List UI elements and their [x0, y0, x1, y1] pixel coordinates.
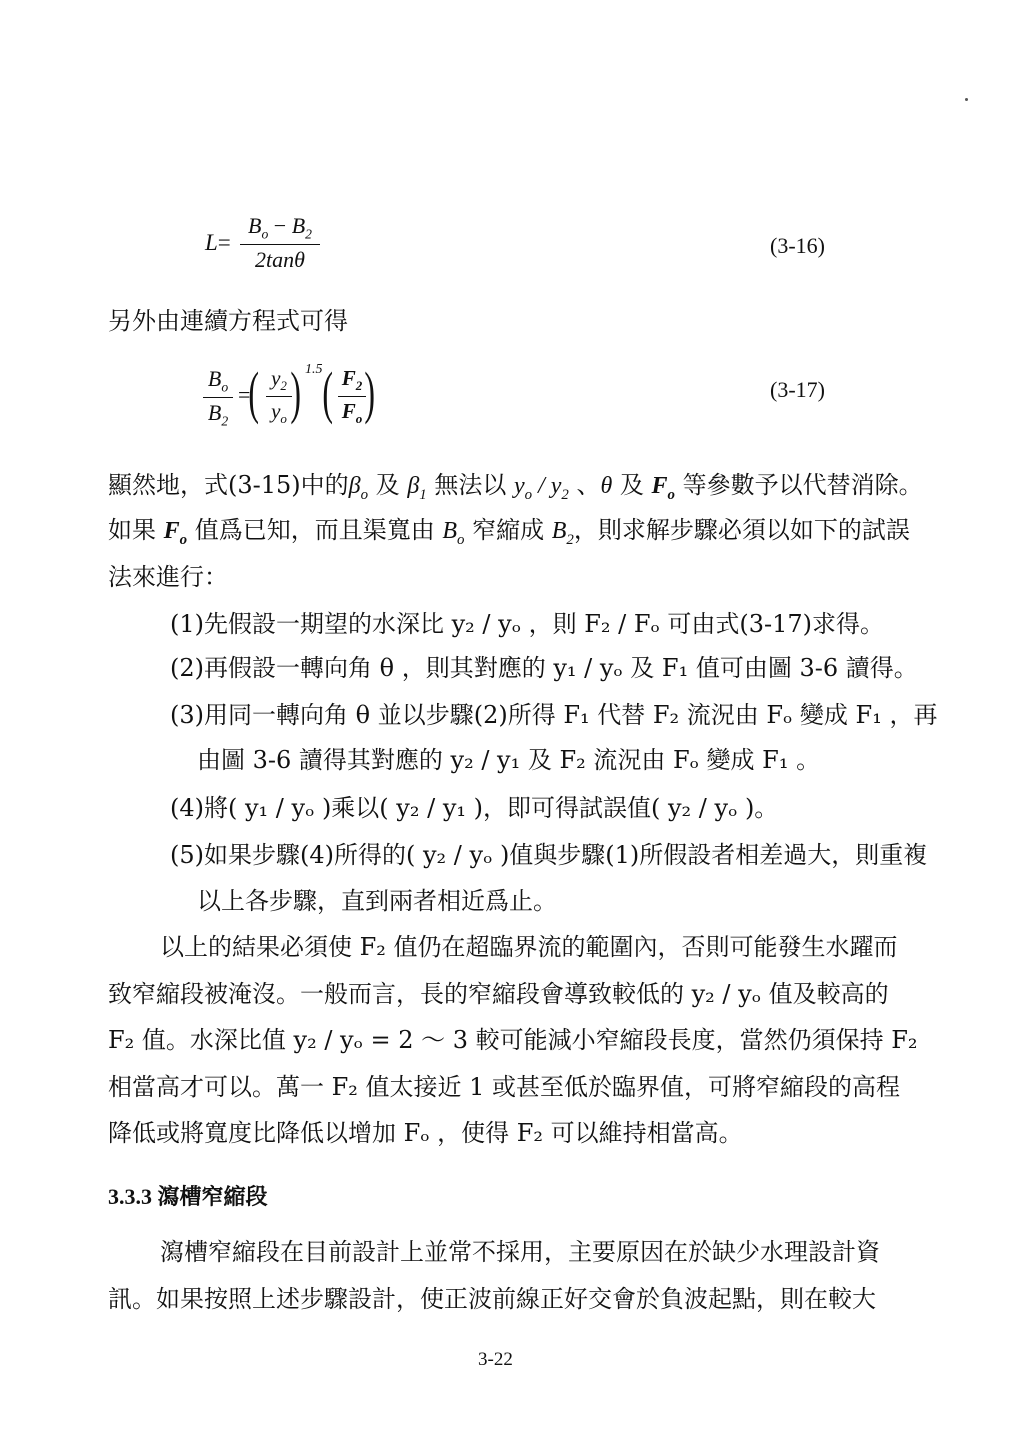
eq2-lhs-fraction: $B_o$ $B_2$ [203, 366, 233, 430]
paragraph-3-line-3: F₂ 值。水深比值 y₂ / yₒ = 2 ～ 3 較可能減小窄縮段長度，當然仍須保持 F₂ [108, 1026, 918, 1054]
eq1-denominator: 2tanθ [255, 247, 305, 273]
eq1-lhs: L= [205, 230, 231, 255]
step-5-line-2: 以上各步驟，直到兩者相近爲止。 [197, 887, 557, 915]
eq2-y-fraction: $y_2$ $y_o$ [266, 366, 292, 427]
section-heading: 3.3.3 瀉槽窄縮段 [108, 1184, 268, 1209]
eq2-lhs-bar [203, 397, 233, 398]
eq2-paren-open-2: ( [322, 360, 333, 425]
eq1-number: (3-16) [770, 233, 825, 258]
paragraph-3-line-5: 降低或將寬度比降低以增加 Fₒ ，使得 F₂ 可以維持相當高。 [108, 1119, 743, 1147]
eq2-paren-close-2: ) [364, 360, 375, 425]
paragraph-3-line-2: 致窄縮段被淹沒。一般而言，長的窄縮段會導致較低的 y₂ / yₒ 值及較高的 [108, 980, 889, 1008]
eq2-F-fraction: $F_2$ $F_o$ [338, 366, 366, 427]
step-4: (4)將( y₁ / yₒ )乘以( y₂ / y₁ )，即可得試誤值( y₂ / yₒ )。 [170, 794, 779, 822]
step-3-line-1: (3)用同一轉向角 θ 並以步驟(2)所得 F₁ 代替 F₂ 流況由 Fₒ 變成 F₁ ，再 [170, 701, 938, 729]
step-2: (2)再假設一轉向角 θ ，則其對應的 y₁ / yₒ 及 F₁ 值可由圖 3-6 讀得。 [170, 654, 918, 682]
eq1-fraction [240, 213, 320, 273]
eq2-paren-open-1: ( [248, 360, 259, 425]
paragraph-2-line-3: 法來進行： [108, 563, 228, 591]
paragraph-continuity: 另外由連續方程式可得 [108, 307, 348, 335]
step-1: (1)先假設一期望的水深比 y₂ / yₒ ，則 F₂ / Fₒ 可由式(3-17)求得。 [170, 610, 884, 638]
eq2-paren-close-1: ) [290, 360, 301, 425]
step-3-line-2: 由圖 3-6 讀得其對應的 y₂ / y₁ 及 F₂ 流況由 Fₒ 變成 F₁ 。 [197, 746, 821, 774]
paragraph-4-line-2: 訊。如果按照上述步驟設計，使正波前線正好交會於負波起點，則在較大 [108, 1285, 876, 1313]
paragraph-2-line-1: 顯然地，式(3-15)中的$\beta_o$ 及 $\beta_1$ 無法以 $y_o / y_2$ 、θ 及 $F_o$ 等參數予以代替消除。 [108, 471, 923, 503]
paragraph-4-line-1: 瀉槽窄縮段在目前設計上並常不採用，主要原因在於缺少水理設計資 [160, 1238, 880, 1266]
eq2-exponent: 1.5 [305, 362, 323, 377]
eq1-fraction-bar [240, 244, 320, 245]
paragraph-3-line-1: 以上的結果必須使 F₂ 值仍在超臨界流的範圍內，否則可能發生水躍而 [160, 933, 898, 961]
scan-speck [965, 98, 968, 101]
paragraph-3-line-4: 相當高才可以。萬一 F₂ 值太接近 1 或甚至低於臨界值，可將窄縮段的高程 [108, 1073, 901, 1101]
step-5-line-1: (5)如果步驟(4)所得的( y₂ / yₒ )值與步驟(1)所假設者相差過大，則重複 [170, 841, 928, 869]
eq2-number: (3-17) [770, 377, 825, 402]
paragraph-2-line-2: 如果 $F_o$ 值爲已知，而且渠寬由 $B_o$ 窄縮成 $B_2$，則求解步驟必須以如下的試誤 [108, 516, 910, 548]
page-number: 3-22 [478, 1349, 513, 1370]
eq2-equals: = [238, 382, 251, 407]
eq1-numerator: $B_o - B_2$ [248, 213, 312, 242]
